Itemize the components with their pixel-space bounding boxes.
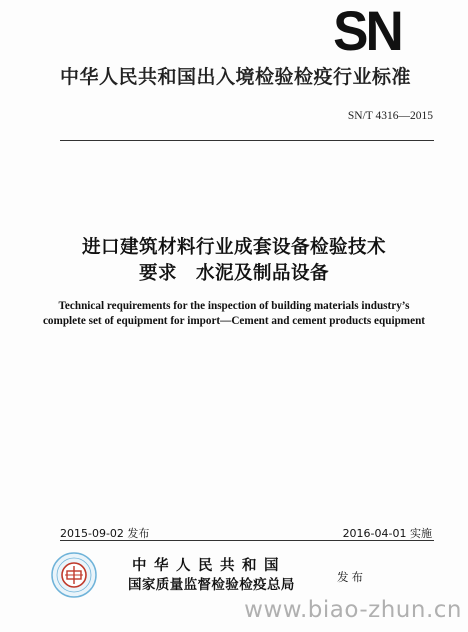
implementation-date: 2016-04-01 实施 bbox=[342, 527, 432, 540]
top-divider bbox=[60, 140, 434, 141]
issue-date: 2015-09-02 发布 bbox=[60, 527, 150, 540]
bottom-divider bbox=[60, 540, 434, 541]
title-en-line1: Technical requirements for the inspection of building materials industry’s bbox=[58, 300, 410, 312]
sn-logo: SN bbox=[333, 0, 401, 63]
site-watermark: www.biao-zhun.cn bbox=[244, 597, 462, 623]
title-en-line2: complete set of equipment for import—Cement and cement products equipment bbox=[42, 315, 426, 327]
standard-number: SN/T 4316—2015 bbox=[347, 110, 433, 122]
issuer-country: 中华人民共和国 bbox=[132, 558, 286, 574]
title-cn-line1: 进口建筑材料行业成套设备检验技术 bbox=[81, 237, 386, 258]
standard-category-title: 中华人民共和国出入境检验检疫行业标准 bbox=[60, 66, 412, 88]
issuer-agency: 国家质量监督检验检疫总局 bbox=[128, 577, 295, 593]
aqsiq-emblem-icon bbox=[51, 552, 97, 598]
title-cn-line2: 要求 水泥及制品设备 bbox=[138, 263, 329, 284]
issued-label: 发布 bbox=[337, 570, 366, 584]
